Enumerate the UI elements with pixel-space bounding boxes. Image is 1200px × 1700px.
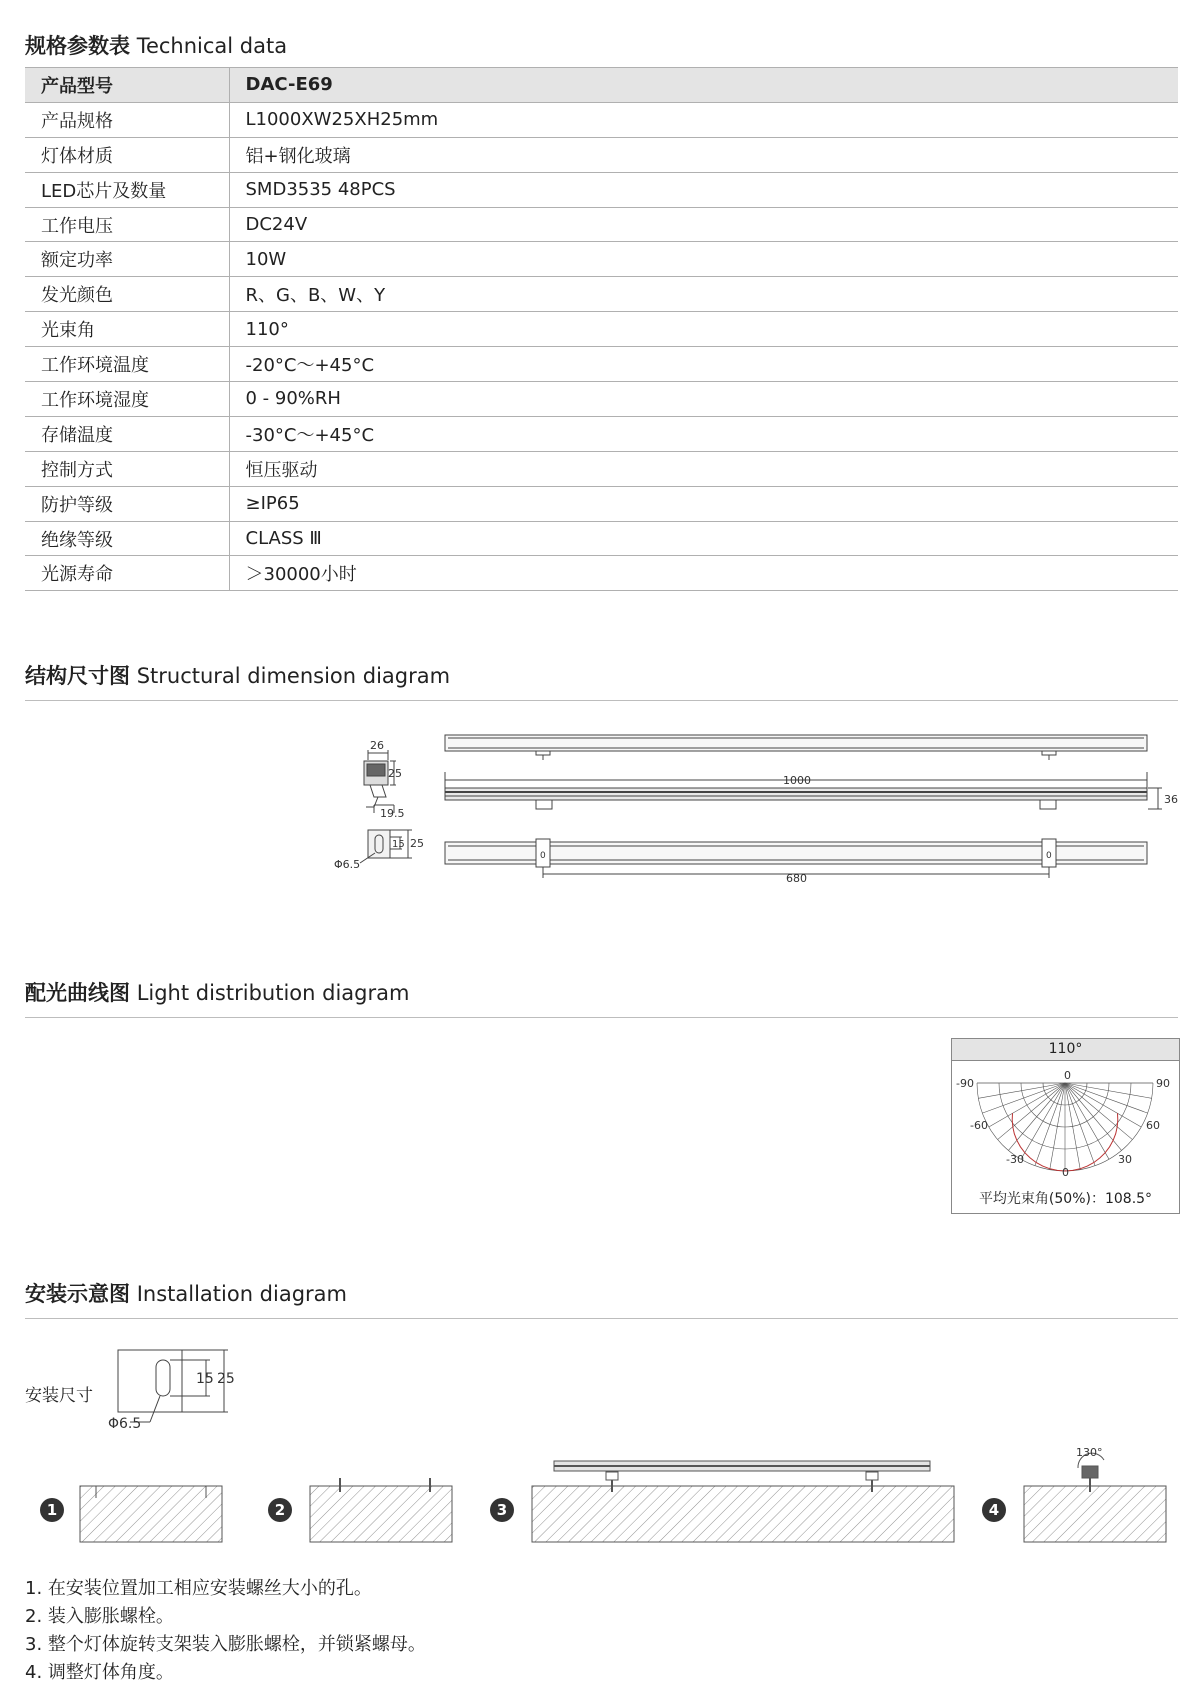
dim-spacing: 680 [786, 872, 807, 885]
section-title-technical: 规格参数表 Technical data [25, 34, 288, 58]
dim-26: 26 [370, 739, 384, 752]
spec-value: ≥IP65 [229, 486, 1178, 521]
polar-plot [952, 1061, 1179, 1181]
dim-15: 15 [392, 839, 405, 850]
section-rule [25, 700, 1178, 701]
spec-header-row [25, 68, 1178, 103]
spec-value: 10W [229, 242, 1178, 277]
spec-label: 光束角 [25, 312, 229, 347]
spec-label: 灯体材质 [25, 137, 229, 172]
polar-label-l60: -60 [970, 1119, 988, 1132]
install-step: 1. 在安装位置加工相应安装螺丝大小的孔。 [25, 1578, 372, 1599]
spec-value: 0 - 90%RH [229, 382, 1178, 417]
step-number-4: 4 [982, 1498, 1006, 1522]
spec-row [25, 451, 1178, 486]
spec-label: 工作电压 [25, 207, 229, 242]
wall-step-4 [1024, 1486, 1166, 1542]
install-size-drawing [100, 1338, 250, 1428]
polar-beam-angle: 110° [952, 1039, 1179, 1061]
bracket-mark-left: 0 [540, 851, 546, 861]
structural-drawing [330, 725, 1180, 900]
polar-caption: 平均光束角(50%)：108.5° [978, 1191, 1153, 1207]
spec-value: R、G、B、W、Y [229, 277, 1178, 312]
install-step: 4. 调整灯体角度。 [25, 1662, 174, 1683]
spec-value: CLASS Ⅲ [229, 521, 1178, 556]
polar-label-bottom: 0 [1062, 1166, 1069, 1179]
spec-row [25, 556, 1178, 591]
spec-table [25, 67, 1178, 591]
section-title-light: 配光曲线图 Light distribution diagram [25, 981, 410, 1005]
install-steps-list [25, 1575, 426, 1687]
install-dim-phi: Φ6.5 [108, 1416, 142, 1428]
spec-row [25, 382, 1178, 417]
spec-value: -20°C～+45°C [229, 347, 1178, 382]
spec-header-label: 产品型号 [25, 68, 229, 103]
spec-row [25, 277, 1178, 312]
spec-label: 防护等级 [25, 486, 229, 521]
polar-chart [951, 1038, 1180, 1214]
spec-value: 铝+钢化玻璃 [229, 137, 1178, 172]
spec-row [25, 172, 1178, 207]
spec-label: 光源寿命 [25, 556, 229, 591]
dim-phi: Φ6.5 [334, 858, 361, 871]
spec-header-value: DAC-E69 [229, 68, 1178, 103]
spec-value: DC24V [229, 207, 1178, 242]
wall-step-2 [310, 1486, 452, 1542]
dim-height: 36 [1164, 793, 1178, 806]
spec-value: L1000XW25XH25mm [229, 102, 1178, 137]
install-dim-15: 15 [196, 1371, 214, 1387]
spec-row [25, 347, 1178, 382]
spec-label: 绝缘等级 [25, 521, 229, 556]
spec-value: -30°C～+45°C [229, 416, 1178, 451]
wall-step-3 [532, 1486, 954, 1542]
spec-row [25, 312, 1178, 347]
end-profile [364, 750, 396, 813]
dim-25b: 25 [410, 837, 424, 850]
spec-label: 额定功率 [25, 242, 229, 277]
install-steps-drawing [0, 1420, 1200, 1550]
polar-label-l30: -30 [1006, 1153, 1024, 1166]
spec-label: 存储温度 [25, 416, 229, 451]
spec-value: SMD3535 48PCS [229, 172, 1178, 207]
top-view [445, 735, 1147, 760]
step-number-2: 2 [268, 1498, 292, 1522]
spec-label: 发光颜色 [25, 277, 229, 312]
dim-25: 25 [388, 767, 402, 780]
polar-label-top: 0 [1064, 1069, 1071, 1082]
section-rule [25, 1318, 1178, 1319]
section-title-structural: 结构尺寸图 Structural dimension diagram [25, 664, 451, 688]
spec-row [25, 242, 1178, 277]
spec-row [25, 137, 1178, 172]
install-size-label: 安装尺寸 [25, 1386, 93, 1406]
section-rule [25, 1017, 1178, 1018]
spec-value: ＞30000小时 [229, 556, 1178, 591]
spec-label: 工作环境温度 [25, 347, 229, 382]
polar-label-r30: 30 [1118, 1153, 1132, 1166]
spec-row [25, 486, 1178, 521]
spec-row [25, 416, 1178, 451]
polar-label-r60: 60 [1146, 1119, 1160, 1132]
spec-label: 控制方式 [25, 451, 229, 486]
bracket-mark-right: 0 [1046, 851, 1052, 861]
spec-value: 110° [229, 312, 1178, 347]
step-number-3: 3 [490, 1498, 514, 1522]
spec-label: 工作环境湿度 [25, 382, 229, 417]
install-angle-130: 130° [1076, 1446, 1103, 1459]
polar-label-l90: -90 [956, 1077, 974, 1090]
spec-value: 恒压驱动 [229, 451, 1178, 486]
polar-label-r90: 90 [1156, 1077, 1170, 1090]
install-step: 2. 装入膨胀螺栓。 [25, 1606, 174, 1627]
install-step: 3. 整个灯体旋转支架装入膨胀螺栓，并锁紧螺母。 [25, 1634, 426, 1655]
step-number-1: 1 [40, 1498, 64, 1522]
spec-row [25, 207, 1178, 242]
install-dim-25: 25 [217, 1371, 235, 1387]
section-title-installation: 安装示意图 Installation diagram [25, 1282, 347, 1306]
dim-length: 1000 [783, 774, 811, 787]
spec-label: LED芯片及数量 [25, 172, 229, 207]
dim-19-5: 19.5 [380, 807, 405, 820]
spec-row [25, 521, 1178, 556]
spec-row [25, 102, 1178, 137]
wall-step-1 [80, 1486, 222, 1542]
spec-label: 产品规格 [25, 102, 229, 137]
